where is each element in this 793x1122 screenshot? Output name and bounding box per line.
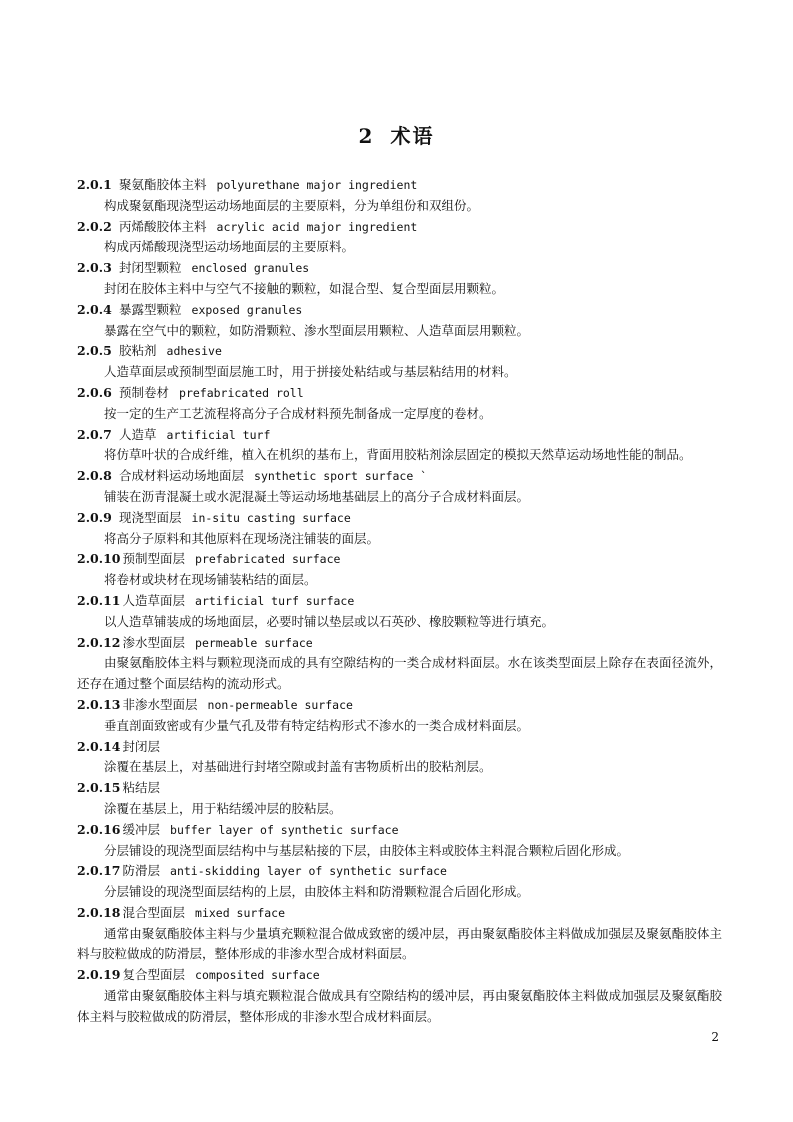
term-definition: 将仿草叶状的合成纤维，植入在机织的基布上，背面用胶粘剂涂层固定的模拟天然草运动场地性能的制品。 (104, 447, 692, 463)
term-entry (77, 217, 722, 259)
term-chinese: 非渗水型面层 (122, 696, 198, 712)
term-entry (77, 258, 722, 300)
term-definition: 分层铺设的现浇型面层结构中与基层粘接的下层，由胶体主料或胶体主料混合颗粒后固化形成。 (104, 842, 630, 858)
term-english: mixed surface (195, 905, 286, 920)
term-entry (77, 425, 722, 467)
term-chinese: 丙烯酸胶体主料 (119, 218, 207, 234)
term-heading (77, 258, 722, 279)
term-entry (77, 778, 722, 820)
term-heading (77, 175, 722, 196)
term-code: 2.0.2 (77, 218, 112, 234)
term-chinese: 封闭层 (122, 738, 161, 754)
term-english: exposed granules (191, 302, 303, 317)
term-english: acrylic acid major ingredient (216, 219, 418, 234)
term-definition: 构成丙烯酸现浇型运动场地面层的主要原料。 (104, 239, 355, 255)
term-chinese: 暴露型颗粒 (119, 301, 182, 317)
term-entry (77, 737, 722, 779)
term-chinese: 封闭型颗粒 (119, 260, 182, 276)
term-chinese: 人造草 (119, 426, 157, 442)
term-english: artificial turf (166, 427, 271, 442)
term-code: 2.0.7 (77, 426, 112, 442)
term-code: 2.0.3 (77, 260, 112, 276)
term-definition: 按一定的生产工艺流程将高分子合成材料预先制备成一定厚度的卷材。 (104, 405, 492, 421)
term-definition: 通常由聚氨酯胶体主料与少量填充颗粒混合做成致密的缓冲层，再由聚氨酯胶体主料做成加强层及聚氨酯胶体主料与胶粒做成的防滑层，整体形成的非渗水型合成材料面层。 (77, 925, 722, 962)
term-entry (77, 861, 722, 903)
term-heading (77, 695, 722, 716)
term-english: artificial turf surface (195, 593, 355, 608)
term-code: 2.0.18 (77, 904, 121, 920)
term-code: 2.0.6 (77, 384, 112, 400)
term-english: prefabricated surface (195, 552, 341, 567)
term-chinese: 防滑层 (122, 863, 161, 879)
term-code: 2.0.10 (77, 551, 121, 567)
term-heading (77, 820, 722, 841)
chapter-title (0, 120, 793, 149)
term-code: 2.0.1 (77, 177, 112, 192)
term-definition: 涂覆在基层上，用于粘结缓冲层的胶粘层。 (104, 800, 342, 816)
term-entry (77, 383, 722, 425)
term-english: non-permeable surface (207, 697, 353, 712)
term-english: permeable surface (195, 635, 313, 650)
term-definition: 将卷材或块材在现场铺装粘结的面层。 (104, 572, 317, 588)
term-heading (77, 383, 722, 404)
term-entry (77, 903, 722, 965)
term-definition: 人造草面层或预制型面层施工时，用于拼接处粘结或与基层粘结用的材料。 (104, 364, 517, 380)
term-english: in-situ casting surface (191, 510, 351, 525)
term-entry (77, 300, 722, 342)
term-code: 2.0.4 (77, 301, 112, 317)
term-definition: 将高分子原料和其他原料在现场浇注铺装的面层。 (104, 530, 380, 546)
term-entry (77, 175, 722, 217)
term-entry (77, 695, 722, 737)
term-entry (77, 633, 722, 695)
chapter-title-text: 术语 (390, 124, 435, 148)
term-list (77, 175, 722, 1028)
term-english: synthetic sport surface ` (254, 469, 428, 484)
chapter-number: 2 (358, 124, 375, 148)
term-heading (77, 965, 722, 986)
term-code: 2.0.14 (77, 738, 121, 754)
page-number: 2 (711, 1030, 719, 1044)
term-definition: 涂覆在基层上，对基础进行封堵空隙或封盖有害物质析出的胶粘剂层。 (104, 759, 492, 775)
term-chinese: 缓冲层 (122, 821, 161, 837)
term-code: 2.0.16 (77, 821, 121, 837)
term-english: composited surface (195, 968, 320, 983)
term-english: anti-skidding layer of synthetic surface (170, 864, 447, 879)
term-definition: 分层铺设的现浇型面层结构的上层，由胶体主料和防滑颗粒混合后固化形成。 (104, 884, 530, 900)
term-english: buffer layer of synthetic surface (170, 822, 399, 837)
term-chinese: 粘结层 (122, 780, 161, 796)
term-code: 2.0.11 (77, 592, 121, 608)
term-heading (77, 508, 722, 529)
term-chinese: 聚氨酯胶体主料 (119, 177, 207, 192)
term-entry (77, 341, 722, 383)
term-code: 2.0.19 (77, 967, 121, 983)
term-heading (77, 633, 722, 654)
term-definition: 暴露在空气中的颗粒，如防滑颗粒、渗水型面层用颗粒、人造草面层用颗粒。 (104, 322, 530, 338)
term-chinese: 预制型面层 (122, 551, 186, 567)
term-heading (77, 861, 722, 882)
term-heading (77, 341, 722, 362)
term-english: prefabricated roll (179, 385, 304, 400)
term-chinese: 现浇型面层 (119, 509, 182, 525)
term-code: 2.0.17 (77, 863, 121, 879)
term-heading (77, 903, 722, 924)
term-chinese: 人造草面层 (122, 592, 186, 608)
term-entry (77, 549, 722, 591)
term-heading (77, 466, 722, 487)
term-heading (77, 425, 722, 446)
term-code: 2.0.8 (77, 468, 112, 484)
term-chinese: 复合型面层 (122, 967, 186, 983)
term-definition: 封闭在胶体主料中与空气不接触的颗粒，如混合型、复合型面层用颗粒。 (104, 280, 505, 296)
term-code: 2.0.9 (77, 509, 112, 525)
term-definition: 构成聚氨酯现浇型运动场地面层的主要原料，分为单组份和双组份。 (104, 197, 480, 213)
term-english: adhesive (166, 344, 222, 359)
term-chinese: 预制卷材 (119, 384, 170, 400)
term-entry (77, 591, 722, 633)
term-code: 2.0.15 (77, 780, 121, 796)
term-definition: 铺装在沥青混凝土或水泥混凝土等运动场地基础层上的高分子合成材料面层。 (104, 488, 530, 504)
term-entry (77, 508, 722, 550)
term-heading (77, 737, 722, 758)
term-chinese: 合成材料运动场地面层 (119, 468, 245, 484)
term-heading (77, 591, 722, 612)
term-definition: 以人造草铺装成的场地面层，必要时铺以垫层或以石英砂、橡胶颗粒等进行填充。 (104, 613, 555, 629)
term-english: polyurethane major ingredient (216, 178, 418, 192)
term-heading (77, 549, 722, 570)
term-entry (77, 466, 722, 508)
term-chinese: 渗水型面层 (122, 634, 186, 650)
term-heading (77, 778, 722, 799)
term-entry (77, 820, 722, 862)
term-english: enclosed granules (191, 261, 310, 276)
term-chinese: 胶粘剂 (119, 343, 157, 359)
term-code: 2.0.5 (77, 343, 112, 359)
term-chinese: 混合型面层 (122, 904, 186, 920)
term-definition: 通常由聚氨酯胶体主料与填充颗粒混合做成具有空隙结构的缓冲层，再由聚氨酯胶体主料做成加强层及聚氨酯胶体主料与胶粒做成的防滑层，整体形成的非渗水型合成材料面层。 (77, 988, 722, 1024)
term-entry (77, 965, 722, 1027)
term-code: 2.0.12 (77, 634, 121, 650)
term-definition: 由聚氨酯胶体主料与颗粒现浇而成的具有空隙结构的一类合成材料面层。水在该类型面层上除存在表面径流外，还存在通过整个面层结构的流动形式。 (77, 655, 722, 692)
term-heading (77, 300, 722, 321)
term-definition: 垂直剖面致密或有少量气孔及带有特定结构形式不渗水的一类合成材料面层。 (104, 717, 530, 733)
term-code: 2.0.13 (77, 696, 121, 712)
term-heading (77, 217, 722, 238)
